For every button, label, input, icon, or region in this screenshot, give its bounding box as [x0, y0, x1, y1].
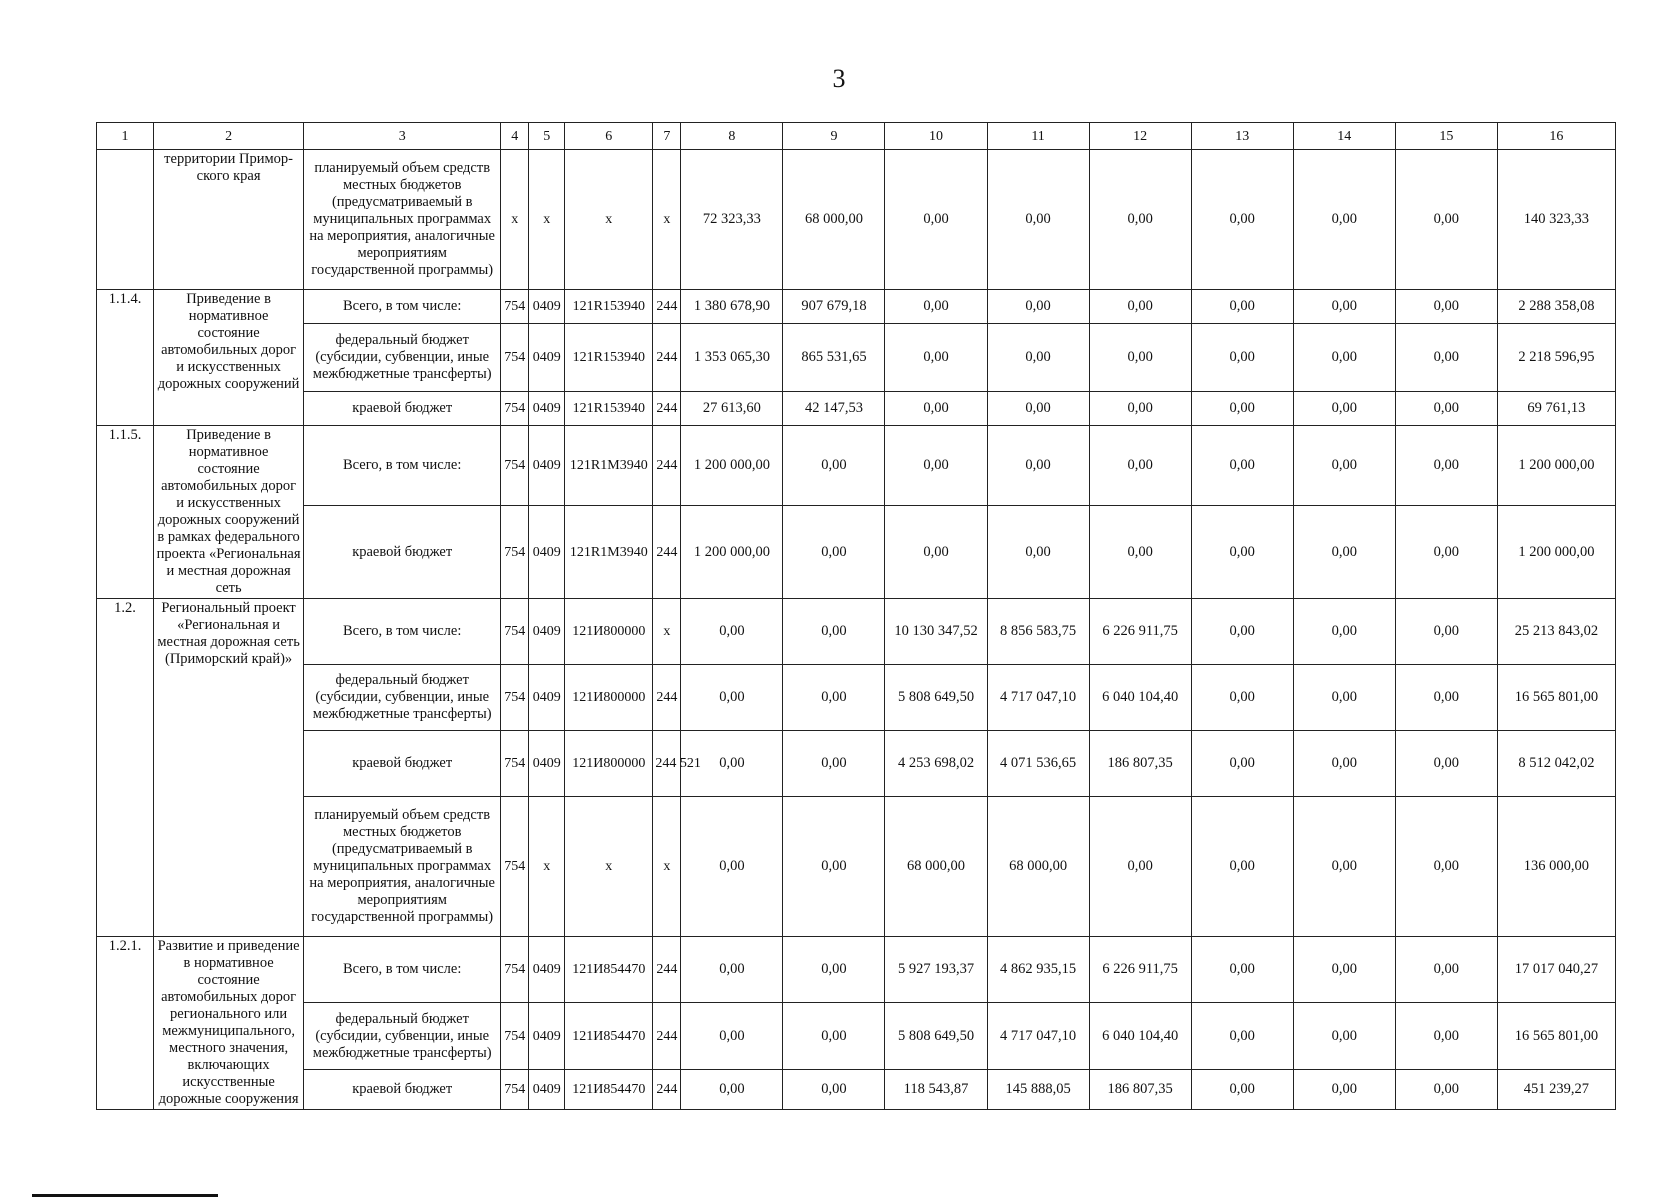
- funding-source: Всего, в том числе:: [304, 937, 501, 1003]
- amount-cell: 4 717 047,10: [987, 1003, 1089, 1069]
- amount-cell: 0,00: [1089, 506, 1191, 599]
- code-section: 0409: [529, 599, 565, 665]
- amount-cell: 0,00: [783, 1069, 885, 1109]
- amount-cell: 1 353 065,30: [681, 324, 783, 392]
- amount-cell: 0,00: [1293, 324, 1395, 392]
- column-header: 7: [653, 123, 681, 150]
- amount-cell: 1 380 678,90: [681, 290, 783, 324]
- column-header: 4: [501, 123, 529, 150]
- code-expense-type: x: [653, 150, 681, 290]
- amount-cell: 17 017 040,27: [1497, 937, 1615, 1003]
- amount-cell: 5 808 649,50: [885, 665, 987, 731]
- amount-cell: 0,00: [1293, 290, 1395, 324]
- amount-cell: 0,00: [1293, 599, 1395, 665]
- amount-cell: 0,00: [1395, 599, 1497, 665]
- amount-cell: 4 717 047,10: [987, 665, 1089, 731]
- amount-cell: 0,00: [1191, 731, 1293, 797]
- amount-cell: 0,00: [987, 392, 1089, 426]
- amount-cell: 16 565 801,00: [1497, 665, 1615, 731]
- page-number: 3: [832, 64, 846, 93]
- table-row: [97, 599, 1616, 665]
- amount-cell: 0,00: [681, 797, 783, 937]
- amount-cell: 1 200 000,00: [1497, 426, 1615, 506]
- code-expense-type: x: [653, 797, 681, 937]
- code-section: 0409: [529, 392, 565, 426]
- code-expense-type: 244: [653, 1003, 681, 1069]
- code-section: 0409: [529, 506, 565, 599]
- table-row: [97, 150, 1616, 290]
- column-header: 9: [783, 123, 885, 150]
- amount-cell: 0,00: [1395, 324, 1497, 392]
- amount-cell: 0,00: [987, 324, 1089, 392]
- amount-cell: 0,00: [1293, 1003, 1395, 1069]
- code-section: 0409: [529, 665, 565, 731]
- amount-cell: 118 543,87: [885, 1069, 987, 1109]
- column-header: 5: [529, 123, 565, 150]
- code-expense-type: 244: [653, 392, 681, 426]
- code-ministry: 754: [501, 426, 529, 506]
- amount-cell: 0,00: [1293, 731, 1395, 797]
- code-section: 0409: [529, 290, 565, 324]
- amount-cell: 0,00: [1395, 665, 1497, 731]
- amount-cell: 0,00: [885, 506, 987, 599]
- amount-cell: 0,00: [783, 731, 885, 797]
- code-ministry: 754: [501, 290, 529, 324]
- column-header: 8: [681, 123, 783, 150]
- amount-cell: 0,00: [885, 290, 987, 324]
- amount-cell: 10 130 347,52: [885, 599, 987, 665]
- amount-cell: 0,00: [1293, 506, 1395, 599]
- amount-cell: 907 679,18: [783, 290, 885, 324]
- code-expense-type: 244: [653, 665, 681, 731]
- funding-source: Всего, в том числе:: [304, 290, 501, 324]
- amount-cell: 4 253 698,02: [885, 731, 987, 797]
- code-section: x: [529, 150, 565, 290]
- amount-cell: 42 147,53: [783, 392, 885, 426]
- amount-cell: 0,00: [1293, 150, 1395, 290]
- amount-cell: 0,00: [1191, 1069, 1293, 1109]
- amount-cell: 0,00: [1395, 150, 1497, 290]
- amount-cell: 0,00: [1089, 150, 1191, 290]
- amount-cell: 0,00: [783, 599, 885, 665]
- amount-cell: 0,00: [783, 506, 885, 599]
- column-header: 13: [1191, 123, 1293, 150]
- code-section: 0409: [529, 1069, 565, 1109]
- code-target-article: 121R153940: [565, 324, 653, 392]
- amount-cell: 0,00: [1089, 797, 1191, 937]
- column-header: 11: [987, 123, 1089, 150]
- amount-cell: 0,00: [1395, 290, 1497, 324]
- amount-cell: 0,00: [1191, 665, 1293, 731]
- amount-cell: 865 531,65: [783, 324, 885, 392]
- code-ministry: 754: [501, 599, 529, 665]
- table-row: [97, 797, 1616, 937]
- amount-cell: 0,00: [1089, 290, 1191, 324]
- funding-source: федеральный бюджет (субсидии, субвенции, иные межбюджетные трансферты): [304, 1003, 501, 1069]
- code-ministry: 754: [501, 1003, 529, 1069]
- funding-source: краевой бюджет: [304, 1069, 501, 1109]
- code-expense-type: x: [653, 599, 681, 665]
- column-header: 15: [1395, 123, 1497, 150]
- amount-cell: 6 226 911,75: [1089, 937, 1191, 1003]
- code-target-article: 121И854470: [565, 1069, 653, 1109]
- code-ministry: 754: [501, 324, 529, 392]
- code-target-article: 121R153940: [565, 392, 653, 426]
- amount-cell: 0,00: [783, 665, 885, 731]
- amount-cell: 140 323,33: [1497, 150, 1615, 290]
- amount-cell: 0,00: [1293, 665, 1395, 731]
- code-ministry: x: [501, 150, 529, 290]
- item-name: Приведение в нормативное состояние автомобильных дорог и искусственных дорожных сооружений: [154, 290, 304, 426]
- amount-cell: 0,00: [1293, 1069, 1395, 1109]
- funding-source: Всего, в том числе:: [304, 426, 501, 506]
- amount-cell: 0,00: [1191, 1003, 1293, 1069]
- code-section: 0409: [529, 937, 565, 1003]
- funding-source: планируемый объем средств местных бюджетов (предусматриваемый в муниципальных программах на мероприятия, аналогичные мероприятиям государственной программы): [304, 797, 501, 937]
- code-expense-type: 244: [653, 290, 681, 324]
- amount-cell: 6 040 104,40: [1089, 665, 1191, 731]
- item-number: 1.1.4.: [97, 290, 154, 426]
- table-row: [97, 1003, 1616, 1069]
- amount-cell: 0,00: [1089, 426, 1191, 506]
- amount-cell: 0,00: [885, 392, 987, 426]
- code-ministry: 754: [501, 937, 529, 1003]
- table-row: [97, 665, 1616, 731]
- amount-cell: 145 888,05: [987, 1069, 1089, 1109]
- code-target-article: x: [565, 150, 653, 290]
- amount-cell: 0,00: [1395, 392, 1497, 426]
- funding-source: федеральный бюджет (субсидии, субвенции, иные межбюджетные трансферты): [304, 324, 501, 392]
- amount-cell: 0,00: [1191, 599, 1293, 665]
- code-ministry: 754: [501, 392, 529, 426]
- item-name: территории Примор-ского края: [154, 150, 304, 290]
- code-expense-type: 244: [653, 324, 681, 392]
- code-ministry: 754: [501, 665, 529, 731]
- amount-cell: 0,00: [987, 150, 1089, 290]
- amount-cell: 0,00: [1395, 426, 1497, 506]
- column-header: 6: [565, 123, 653, 150]
- table-row: [97, 290, 1616, 324]
- amount-cell: 186 807,35: [1089, 731, 1191, 797]
- amount-cell: 0,00: [1395, 506, 1497, 599]
- amount-cell: 0,00: [681, 1003, 783, 1069]
- code-ministry: 754: [501, 797, 529, 937]
- amount-cell: 6 226 911,75: [1089, 599, 1191, 665]
- code-target-article: 121R1M3940: [565, 426, 653, 506]
- amount-cell: 0,00: [1293, 937, 1395, 1003]
- amount-cell: 1 200 000,00: [1497, 506, 1615, 599]
- amount-cell: 4 862 935,15: [987, 937, 1089, 1003]
- item-name: Региональный проект «Региональная и местная дорожная сеть (Приморский край)»: [154, 599, 304, 937]
- amount-cell: 0,00: [1191, 506, 1293, 599]
- code-expense-type: 244: [653, 506, 681, 599]
- amount-cell: 0,00: [1395, 937, 1497, 1003]
- amount-cell: 0,00: [783, 426, 885, 506]
- amount-cell: 27 613,60: [681, 392, 783, 426]
- item-name: Приведение в нормативное состояние автомобильных дорог и искусственных дорожных сооружений в рамках федерального проекта «Региональная и местная дорожная сеть: [154, 426, 304, 599]
- footnote-divider: [32, 1194, 218, 1197]
- amount-cell: 0,00: [783, 937, 885, 1003]
- amount-cell: 0,00: [783, 1003, 885, 1069]
- amount-cell: 8 856 583,75: [987, 599, 1089, 665]
- amount-cell: 0,00: [987, 506, 1089, 599]
- amount-cell: 0,00: [1191, 797, 1293, 937]
- table-row: [97, 392, 1616, 426]
- funding-source: федеральный бюджет (субсидии, субвенции, иные межбюджетные трансферты): [304, 665, 501, 731]
- amount-cell: 0,00: [1395, 731, 1497, 797]
- amount-cell: 0,00: [1395, 1003, 1497, 1069]
- amount-cell: 0,00: [1395, 1069, 1497, 1109]
- budget-table: [96, 122, 1616, 1110]
- amount-cell: 0,00: [885, 426, 987, 506]
- code-expense-type: 244: [653, 1069, 681, 1109]
- amount-cell: 2 218 596,95: [1497, 324, 1615, 392]
- code-target-article: 121И800000: [565, 665, 653, 731]
- amount-cell: 0,00: [1089, 324, 1191, 392]
- column-header: 16: [1497, 123, 1615, 150]
- code-target-article: 121И854470: [565, 937, 653, 1003]
- column-header: 2: [154, 123, 304, 150]
- code-section: 0409: [529, 731, 565, 797]
- amount-cell: 1 200 000,00: [681, 426, 783, 506]
- amount-cell: 0,00: [1293, 426, 1395, 506]
- code-expense-type: 244: [653, 937, 681, 1003]
- amount-cell: 451 239,27: [1497, 1069, 1615, 1109]
- amount-cell: 0,00: [987, 290, 1089, 324]
- table-row: [97, 731, 1616, 797]
- item-number: 1.2.1.: [97, 937, 154, 1110]
- amount-cell: 0,00: [681, 665, 783, 731]
- table-row: [97, 506, 1616, 599]
- code-target-article: x: [565, 797, 653, 937]
- amount-cell: 69 761,13: [1497, 392, 1615, 426]
- column-header: 12: [1089, 123, 1191, 150]
- column-header: 3: [304, 123, 501, 150]
- funding-source: краевой бюджет: [304, 731, 501, 797]
- amount-cell: 0,00: [681, 599, 783, 665]
- amount-cell: 68 000,00: [987, 797, 1089, 937]
- code-ministry: 754: [501, 1069, 529, 1109]
- code-target-article: 121R153940: [565, 290, 653, 324]
- amount-cell: 0,00: [681, 937, 783, 1003]
- item-number: 1.2.: [97, 599, 154, 937]
- item-name: Развитие и приведение в нормативное состояние автомобильных дорог регионального или межмуниципального, местного значения, включающих искусственные дорожные сооружения: [154, 937, 304, 1110]
- item-number: [97, 150, 154, 290]
- header-row: [97, 123, 1616, 150]
- amount-cell: 5 927 193,37: [885, 937, 987, 1003]
- amount-cell: 1 200 000,00: [681, 506, 783, 599]
- code-ministry: 754: [501, 506, 529, 599]
- code-ministry: 754: [501, 731, 529, 797]
- amount-cell: 16 565 801,00: [1497, 1003, 1615, 1069]
- code-section: 0409: [529, 426, 565, 506]
- amount-cell: 0,00: [1191, 937, 1293, 1003]
- table-row: [97, 426, 1616, 506]
- funding-source: краевой бюджет: [304, 392, 501, 426]
- amount-cell: 0,00: [681, 731, 783, 797]
- amount-cell: 0,00: [783, 797, 885, 937]
- amount-cell: 5 808 649,50: [885, 1003, 987, 1069]
- amount-cell: 0,00: [1191, 426, 1293, 506]
- code-expense-type: 244 521: [653, 731, 681, 797]
- amount-cell: 0,00: [1191, 324, 1293, 392]
- amount-cell: 0,00: [1395, 797, 1497, 937]
- amount-cell: 6 040 104,40: [1089, 1003, 1191, 1069]
- amount-cell: 4 071 536,65: [987, 731, 1089, 797]
- amount-cell: 0,00: [1191, 150, 1293, 290]
- column-header: 10: [885, 123, 987, 150]
- table-row: [97, 937, 1616, 1003]
- amount-cell: 0,00: [987, 426, 1089, 506]
- table-row: [97, 1069, 1616, 1109]
- amount-cell: 0,00: [885, 324, 987, 392]
- amount-cell: 2 288 358,08: [1497, 290, 1615, 324]
- amount-cell: 186 807,35: [1089, 1069, 1191, 1109]
- amount-cell: 0,00: [1089, 392, 1191, 426]
- amount-cell: 68 000,00: [885, 797, 987, 937]
- amount-cell: 0,00: [1293, 797, 1395, 937]
- code-target-article: 121И800000: [565, 599, 653, 665]
- amount-cell: 8 512 042,02: [1497, 731, 1615, 797]
- column-header: 14: [1293, 123, 1395, 150]
- code-target-article: 121R1M3940: [565, 506, 653, 599]
- item-number: 1.1.5.: [97, 426, 154, 599]
- code-section: 0409: [529, 324, 565, 392]
- funding-source: краевой бюджет: [304, 506, 501, 599]
- table-row: [97, 324, 1616, 392]
- amount-cell: 0,00: [1293, 392, 1395, 426]
- code-section: x: [529, 797, 565, 937]
- code-target-article: 121И854470: [565, 1003, 653, 1069]
- amount-cell: 25 213 843,02: [1497, 599, 1615, 665]
- amount-cell: 0,00: [1191, 290, 1293, 324]
- code-expense-type: 244: [653, 426, 681, 506]
- funding-source: планируемый объем средств местных бюджетов (предусматриваемый в муниципальных программах на мероприятия, аналогичные мероприятиям государственной программы): [304, 150, 501, 290]
- funding-source: Всего, в том числе:: [304, 599, 501, 665]
- amount-cell: 136 000,00: [1497, 797, 1615, 937]
- amount-cell: 0,00: [1191, 392, 1293, 426]
- amount-cell: 0,00: [885, 150, 987, 290]
- code-section: 0409: [529, 1003, 565, 1069]
- column-header: 1: [97, 123, 154, 150]
- amount-cell: 0,00: [681, 1069, 783, 1109]
- amount-cell: 72 323,33: [681, 150, 783, 290]
- amount-cell: 68 000,00: [783, 150, 885, 290]
- code-target-article: 121И800000: [565, 731, 653, 797]
